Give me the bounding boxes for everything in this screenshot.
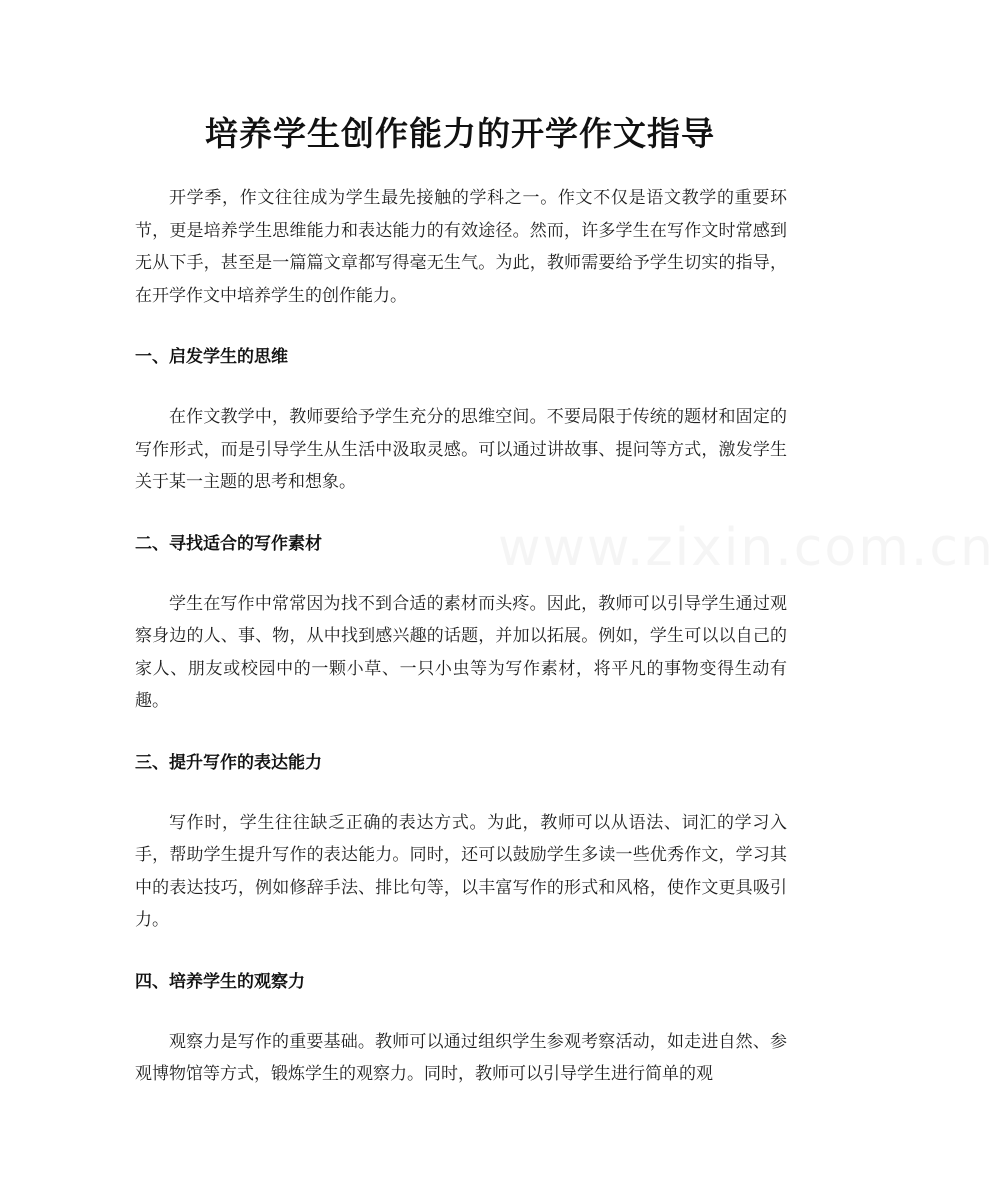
- document-title: 培养学生创作能力的开学作文指导: [205, 114, 715, 153]
- intro-paragraph: 开学季，作文往往成为学生最先接触的学科之一。作文不仅是语文教学的重要环节，更是培养学生思维能力和表达能力的有效途径。然而，许多学生在写作文时常感到无从下手，甚至是一篇篇文章都写得毫无生气。为此，教师需要给予学生切实的指导，在开学作文中培养学生的创作能力。: [135, 188, 787, 306]
- watermark: www.zixin.com.cn: [498, 518, 995, 578]
- document-body: [135, 182, 787, 1091]
- section-heading-1: 一、启发学生的思维: [135, 347, 288, 367]
- section-heading-3: 三、提升写作的表达能力: [135, 752, 322, 773]
- section-paragraph-3: 写作时，学生往往缺乏正确的表达方式。为此，教师可以从语法、词汇的学习入手，帮助学生提升写作的表达能力。同时，还可以鼓励学生多读一些优秀作文，学习其中的表达技巧，例如修辞手法、排比句等，以丰富写作的形式和风格，使作文更具吸引力。: [135, 812, 787, 930]
- section-heading-4: 四、培养学生的观察力: [135, 971, 305, 992]
- section-paragraph-1: 在作文教学中，教师要给予学生充分的思维空间。不要局限于传统的题材和固定的写作形式，而是引导学生从生活中汲取灵感。可以通过讲故事、提问等方式，激发学生关于某一主题的思考和想象。: [135, 407, 787, 492]
- section-paragraph-2: 学生在写作中常常因为找不到合适的素材而头疼。因此，教师可以引导学生通过观察身边的人、事、物，从中找到感兴趣的话题，并加以拓展。例如，学生可以以自己的家人、朋友或校园中的一颗小草、一只小虫等为写作素材，将平凡的事物变得生动有趣。: [135, 593, 787, 711]
- section-heading-2: 二、寻找适合的写作素材: [135, 533, 322, 554]
- section-paragraph-4: 观察力是写作的重要基础。教师可以通过组织学生参观考察活动，如走进自然、参观博物馆等方式，锻炼学生的观察力。同时，教师可以引导学生进行简单的观: [135, 1031, 787, 1084]
